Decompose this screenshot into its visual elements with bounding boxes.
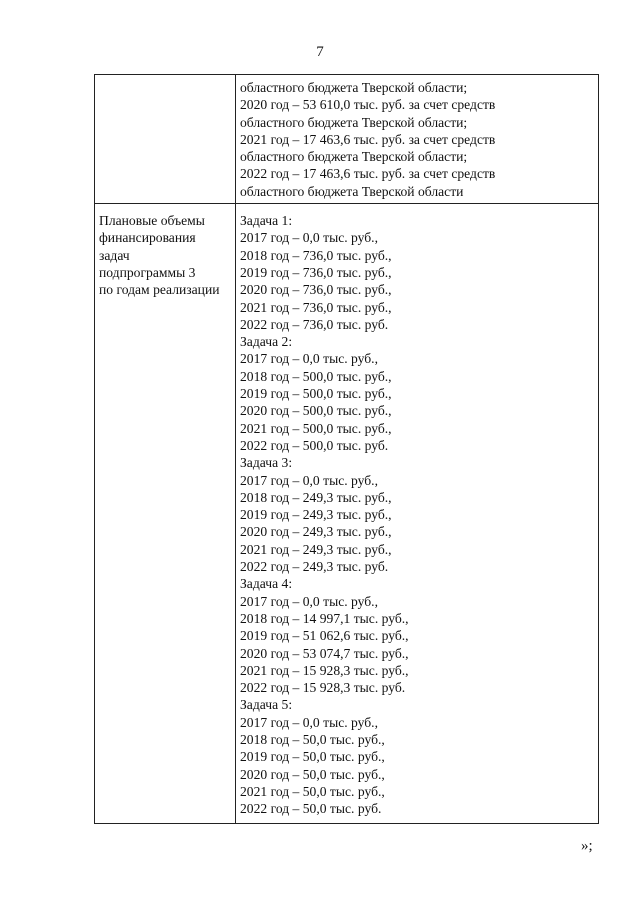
table-row-financing <box>95 204 599 824</box>
continuation-line: областного бюджета Тверской области <box>240 183 464 199</box>
label-line: подпрограммы 3 <box>99 264 196 280</box>
financing-line: 2021 год – 736,0 тыс. руб., <box>240 299 392 315</box>
label-cell <box>95 204 236 824</box>
financing-line: 2019 год – 736,0 тыс. руб., <box>240 264 392 280</box>
financing-line: 2017 год – 0,0 тыс. руб., <box>240 230 378 246</box>
financing-line: 2020 год – 500,0 тыс. руб., <box>240 403 392 419</box>
label-line: по годам реализации <box>99 282 220 298</box>
table-row-continuation <box>95 75 599 204</box>
label-line: задач <box>99 247 130 263</box>
continuation-line: областного бюджета Тверской области; <box>240 80 468 95</box>
financing-line: 2018 год – 50,0 тыс. руб., <box>240 731 385 747</box>
financing-line: 2020 год – 53 074,7 тыс. руб., <box>240 645 409 661</box>
financing-line: Задача 4: <box>240 576 293 592</box>
financing-line: 2017 год – 0,0 тыс. руб., <box>240 472 378 488</box>
financing-line: 2021 год – 15 928,3 тыс. руб., <box>240 662 409 678</box>
financing-line: 2022 год – 50,0 тыс. руб. <box>240 801 382 817</box>
continuation-line: 2021 год – 17 463,6 тыс. руб. за счет средств <box>240 131 496 147</box>
page-number: 7 <box>316 44 324 60</box>
financing-line: 2021 год – 50,0 тыс. руб., <box>240 783 385 799</box>
continuation-line: 2022 год – 17 463,6 тыс. руб. за счет средств <box>240 166 496 182</box>
financing-line: 2018 год – 14 997,1 тыс. руб., <box>240 610 409 626</box>
financing-line: 2022 год – 500,0 тыс. руб. <box>240 437 389 453</box>
financing-line: 2019 год – 500,0 тыс. руб., <box>240 386 392 402</box>
financing-line: Задача 2: <box>240 334 293 350</box>
financing-line: 2022 год – 15 928,3 тыс. руб. <box>240 680 406 696</box>
financing-line: 2022 год – 736,0 тыс. руб. <box>240 316 389 332</box>
financing-line: 2019 год – 50,0 тыс. руб., <box>240 749 385 765</box>
financing-line: Задача 3: <box>240 455 293 471</box>
financing-line: Задача 5: <box>240 697 293 713</box>
financing-line: 2020 год – 736,0 тыс. руб., <box>240 282 392 298</box>
financing-line: 2018 год – 500,0 тыс. руб., <box>240 368 392 384</box>
financing-line: 2018 год – 249,3 тыс. руб., <box>240 489 392 505</box>
label-line: финансирования <box>99 230 196 246</box>
financing-line: 2020 год – 50,0 тыс. руб., <box>240 766 385 782</box>
financing-line: 2022 год – 249,3 тыс. руб. <box>240 559 389 575</box>
financing-line: 2021 год – 249,3 тыс. руб., <box>240 541 392 557</box>
continuation-cell <box>236 75 599 204</box>
financing-table <box>94 74 599 824</box>
financing-line: 2021 год – 500,0 тыс. руб., <box>240 420 392 436</box>
label-text <box>99 212 231 298</box>
financing-line: Задача 1: <box>240 213 293 229</box>
financing-line: 2018 год – 736,0 тыс. руб., <box>240 247 392 263</box>
financing-cell <box>236 204 599 824</box>
continuation-line: областного бюджета Тверской области; <box>240 149 468 165</box>
continuation-line: 2020 год – 53 610,0 тыс. руб. за счет средств <box>240 97 496 113</box>
financing-line: 2019 год – 51 062,6 тыс. руб., <box>240 628 409 644</box>
continuation-line: областного бюджета Тверской области; <box>240 114 468 130</box>
financing-line: 2017 год – 0,0 тыс. руб., <box>240 714 378 730</box>
financing-line: 2017 год – 0,0 тыс. руб., <box>240 351 378 367</box>
financing-text <box>240 212 594 817</box>
closing-quote-mark: »; <box>581 838 593 854</box>
financing-line: 2017 год – 0,0 тыс. руб., <box>240 593 378 609</box>
financing-line: 2020 год – 249,3 тыс. руб., <box>240 524 392 540</box>
continuation-text <box>240 79 594 200</box>
financing-line: 2019 год – 249,3 тыс. руб., <box>240 507 392 523</box>
label-cell-empty <box>95 75 236 204</box>
label-line: Плановые объемы <box>99 213 205 229</box>
